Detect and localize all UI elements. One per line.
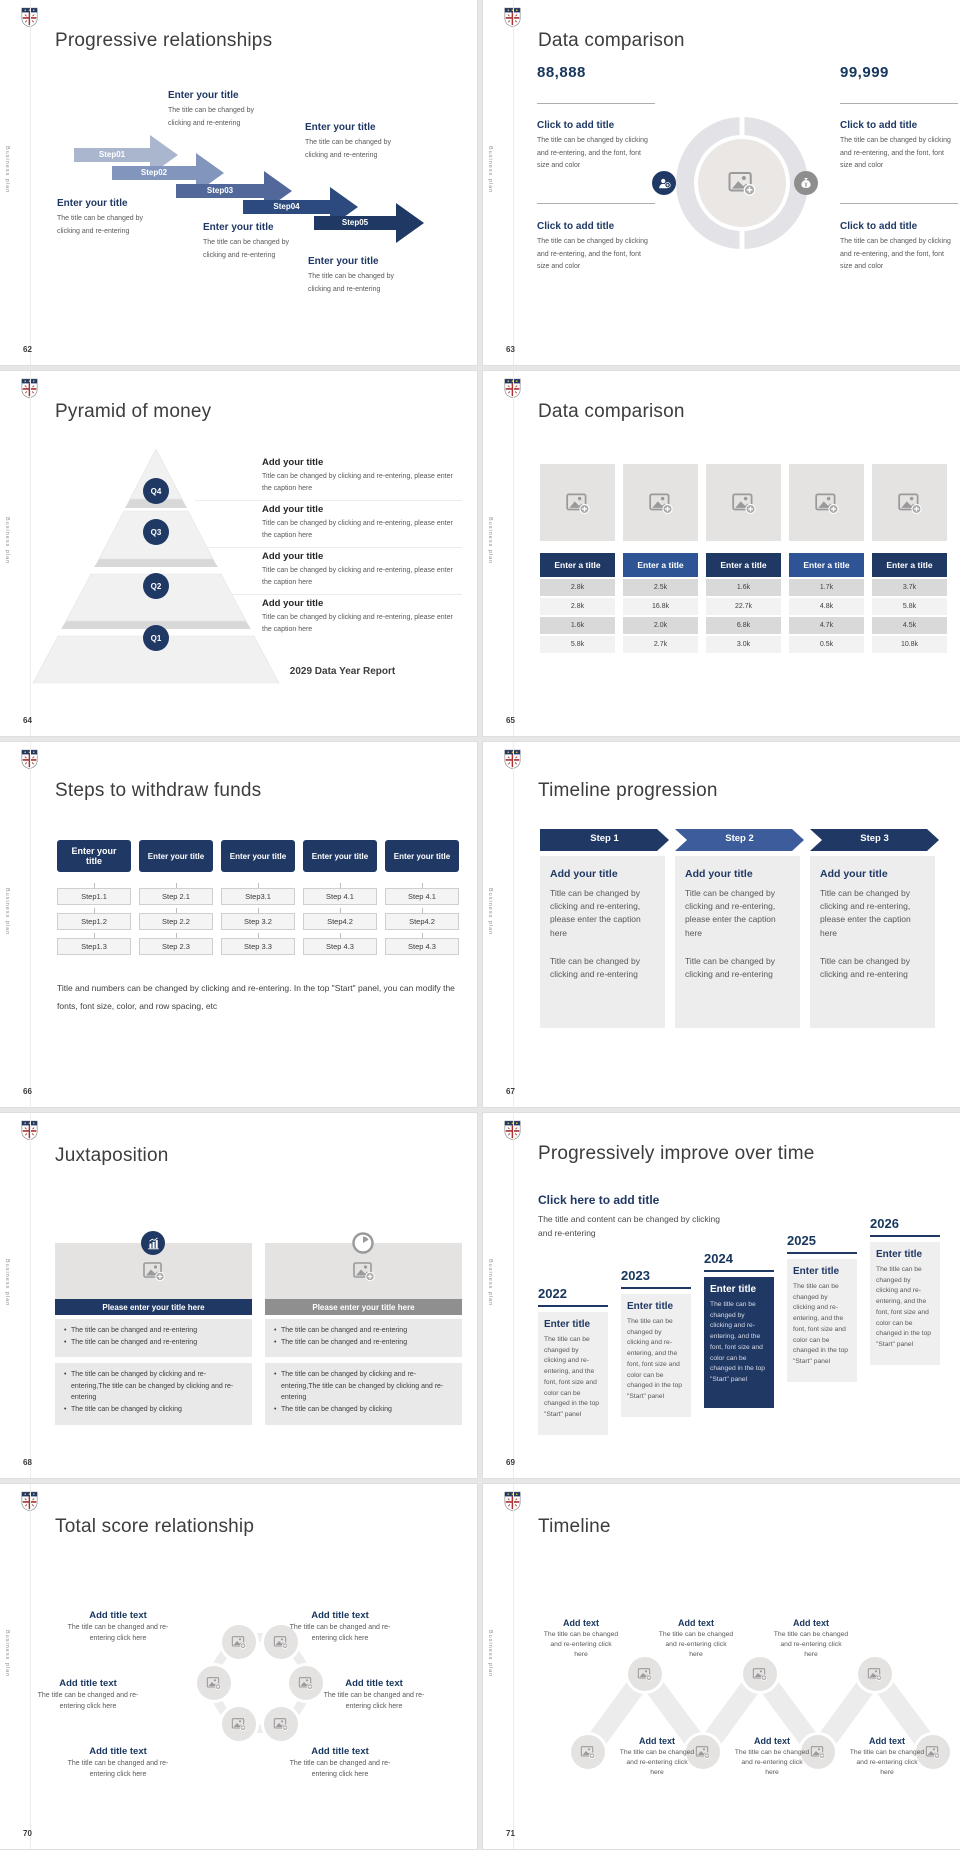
block-caption: The title can be changed and re-entering click here [849,1749,925,1777]
section-title: Click to add title [840,120,918,131]
section-title: Click to add title [537,120,615,131]
card-body: The title can be changed by clicking and re-entering, and the font, font size and color can be changed in the top "Start" panel [627,1318,683,1401]
block-caption: Title can be changed by clicking and re-entering, please enter the caption here [262,473,453,492]
section-body: The title can be changed by clicking and re-entering, and the font, font size and color [537,238,648,271]
slide-title: Pyramid of money [55,401,212,422]
image-placeholder-circle [219,1704,259,1744]
step-label: Step05 [341,218,369,227]
card-title: Enter title [793,1266,840,1277]
text-section [840,221,952,274]
card-body: The title can be changed by clicking and re-entering, and the font, font size and color can be changed in the top "Start" panel [793,1283,849,1366]
divider [537,203,655,204]
step-label: Step04 [273,202,300,211]
bullet-item: • The title can be changed by clicking [273,1404,454,1416]
pyramid-level-badge: Q1 [143,625,169,651]
bar-chart-icon [141,1231,165,1255]
block-title: Add your title [262,598,324,609]
table-cell: 2.7k [623,636,698,653]
section-body: The title can be changed by clicking and re-entering, and the font, font size and color [537,137,648,170]
text-block [305,122,409,163]
note-paragraph: Title and numbers can be changed by clicking and re-entering. In the top "Start" panel, you can modify the fonts, font size, color, and row spacing, etc [57,983,455,1011]
text-block [262,551,460,588]
panel-body: Title can be changed by clicking and re-entering [685,955,775,979]
block-title: Add your title [262,504,324,515]
block-title: Add title text [59,1678,117,1689]
process-arrows-graphic [0,0,477,365]
panel-title: Add your title [820,868,888,880]
block-title: Add text [869,1736,905,1746]
table-cell: 1.7k [789,579,864,596]
sidebar-divider [30,742,31,1107]
step-panel [540,856,665,1028]
text-section [840,120,952,173]
text-block [734,1736,810,1779]
text-block [308,256,412,297]
text-block [849,1736,925,1779]
panel-title: Add your title [685,868,753,880]
slide-number: 71 [506,1829,515,1838]
slide-title: Total score relationship [55,1516,255,1537]
sidebar-vertical-text: Business plan [487,1630,493,1678]
panel-body: Title can be changed by clicking and re-entering, please enter the caption here [550,888,641,938]
sidebar-vertical-text: Business plan [4,146,10,194]
table-cell: 1.6k [706,579,781,596]
step-panel [810,856,935,1028]
column-header: Enter your title [221,840,295,872]
year-label: 2025 [787,1233,816,1248]
slide-67-thumbnail[interactable] [483,742,960,1107]
block-title: Add text [563,1618,599,1628]
slide-number: 67 [506,1087,515,1096]
table-cell: 2.5k [623,579,698,596]
step-box: Step1.3 [57,938,131,955]
step-box: Step4.2 [385,913,459,930]
bullet-item: • The title can be changed by clicking [63,1404,244,1416]
step-box: Step 4.3 [303,938,377,955]
sidebar-vertical-text: Business plan [4,1259,10,1307]
table-cell: 4.8k [789,598,864,615]
table-cell: 4.7k [789,617,864,634]
table-cell: 0.5k [789,636,864,653]
section-title: Click to add title [537,221,615,232]
column-header: Enter your title [57,840,131,872]
sidebar-divider [513,1113,514,1478]
stat-value-left: 88,888 [537,64,586,81]
block-caption: The title can be changed and re-entering click here [289,1624,391,1642]
block-caption: The title can be changed and re-entering click here [67,1624,169,1642]
table-header: Enter a title [789,553,864,577]
year-card [621,1294,691,1417]
panel-body: Title can be changed by clicking and re-entering, please enter the caption here [820,888,911,938]
block-title: Add your title [262,457,324,468]
block-caption: Title can be changed by clicking and re-entering, please enter the caption here [262,520,453,539]
image-placeholder-circle [261,1704,301,1744]
block-caption: The title can be changed by clicking and re-entering [168,107,255,127]
year-label: 2022 [538,1286,567,1301]
divider [537,103,655,104]
slide-70-thumbnail[interactable] [0,1484,477,1849]
panel-body: Title can be changed by clicking and re-entering, please enter the caption here [685,888,776,938]
panel-body: Title can be changed by clicking and re-entering [550,955,640,979]
text-block [284,1746,396,1781]
donut-image-graphic [676,117,808,249]
block-caption: The title can be changed and re-entering click here [289,1760,391,1778]
section-heading: Click here to add title [538,1193,660,1207]
step-box: Step 4.3 [385,938,459,955]
step-panel [675,856,800,1028]
block-caption: The title can be changed and re-entering click here [734,1749,810,1777]
year-label: 2023 [621,1268,650,1283]
block-caption: The title can be changed by clicking and re-entering [203,239,290,259]
slide-title: Steps to withdraw funds [55,780,262,801]
slide-number: 64 [23,716,32,725]
sidebar-divider [30,1484,31,1849]
block-caption: The title can be changed and re-entering click here [773,1631,849,1659]
section-body: The title can be changed by clicking and re-entering, and the font, font size and color [840,137,951,170]
block-caption: The title can be changed and re-entering click here [37,1692,139,1710]
bullet-item: • The title can be changed and re-entering [273,1325,454,1337]
pyramid-level-badge: Q4 [143,478,169,504]
step-box: Step 3.2 [221,913,295,930]
text-block [262,457,460,494]
block-title: Enter your title [168,90,239,101]
stat-value-right: 99,999 [840,64,889,81]
bullet-box [265,1319,462,1357]
step-box: Step4.2 [303,913,377,930]
step-banner-label: Step 1 [590,833,619,844]
block-caption: The title can be changed and re-entering click here [619,1749,695,1777]
bullet-box [55,1319,252,1357]
block-title: Add title text [311,1610,369,1621]
slide-63-thumbnail[interactable] [483,0,960,365]
sidebar-vertical-text: Business plan [487,1259,493,1307]
year-underline [621,1287,691,1289]
year-card [870,1242,940,1365]
text-block [658,1618,734,1661]
table-cell: 5.8k [872,598,947,615]
step-label: Step03 [206,186,234,195]
block-title: Enter your title [308,256,379,267]
text-block [57,198,161,239]
image-placeholder [872,464,947,541]
block-caption: The title can be changed by clicking and re-entering [57,215,144,235]
block-caption: Title can be changed by clicking and re-entering, please enter the caption here [262,614,453,633]
table-header: Enter a title [706,553,781,577]
bullet-item: • The title can be changed by clicking and re-entering,The title can be changed by clicking and re-entering [273,1369,454,1404]
image-placeholder [706,464,781,541]
table-cell: 1.6k [540,617,615,634]
slide-68-thumbnail[interactable] [0,1113,477,1478]
table-cell: 10.8k [872,636,947,653]
step-label: Step02 [140,168,168,177]
text-section [537,120,649,173]
money-bag-icon [794,171,818,195]
card-title: Enter title [876,1249,923,1260]
panel-banner: Please enter your title here [55,1299,252,1315]
table-cell: 16.8k [623,598,698,615]
column-header: Enter your title [303,840,377,872]
slide-number: 69 [506,1458,515,1467]
year-underline [870,1235,940,1237]
block-title: Enter your title [305,122,376,133]
section-body: The title can be changed by clicking and re-entering, and the font, font size and color [840,238,951,271]
bullet-item: • The title can be changed by clicking and re-entering,The title can be changed by clicking and re-entering [63,1369,244,1404]
year-label: 2024 [704,1251,733,1266]
slide-number: 65 [506,716,515,725]
text-block [318,1678,430,1713]
section-title: Click to add title [840,221,918,232]
text-block [262,504,460,541]
block-caption: The title can be changed and re-entering click here [543,1631,619,1659]
table-header: Enter a title [540,553,615,577]
year-label: 2026 [870,1216,899,1231]
sidebar-vertical-text: Business plan [4,888,10,936]
clock-icon [351,1231,375,1255]
panel-body: Title can be changed by clicking and re-entering [820,955,910,979]
image-placeholder [789,464,864,541]
table-header: Enter a title [872,553,947,577]
card-body: The title can be changed by clicking and re-entering, and the font, font size and color can be changed in the top "Start" panel [544,1336,600,1419]
block-caption: The title can be changed by clicking and re-entering [308,273,395,293]
table-cell: 2.8k [540,579,615,596]
slide-title: Data comparison [538,30,685,51]
slide-62-thumbnail[interactable] [0,0,477,365]
block-title: Add title text [311,1746,369,1757]
panel-title: Add your title [550,868,618,880]
sidebar-vertical-text: Business plan [487,146,493,194]
table-cell: 6.8k [706,617,781,634]
block-title: Add title text [89,1610,147,1621]
table-cell: 3.7k [872,579,947,596]
year-underline [787,1252,857,1254]
bullet-box [55,1363,252,1425]
slide-69-thumbnail[interactable] [483,1113,960,1478]
bullet-item: • The title can be changed and re-entering [63,1325,244,1337]
step-box: Step1.2 [57,913,131,930]
bullet-box [265,1363,462,1425]
step-label: Step01 [98,150,126,159]
step-box: Step 2.1 [139,888,213,905]
card-body: The title can be changed by clicking and re-entering, and the font, font size and color can be changed in the top "Start" panel [710,1301,766,1384]
slide-66-thumbnail[interactable] [0,742,477,1107]
text-block [262,598,460,635]
card-title: Enter title [544,1319,591,1330]
step-box: Step 2.3 [139,938,213,955]
slide-title: Juxtaposition [55,1145,169,1166]
slide-title: Timeline [538,1516,611,1537]
table-header: Enter a title [623,553,698,577]
table-cell: 2.0k [623,617,698,634]
table-cell: 5.8k [540,636,615,653]
step-box: Step 2.2 [139,913,213,930]
panel-banner: Please enter your title here [265,1299,462,1315]
block-title: Add title text [89,1746,147,1757]
pyramid-level-badge: Q3 [143,519,169,545]
bullet-item: • The title can be changed and re-entering [63,1337,244,1349]
text-block [62,1746,174,1781]
step-box: Step 4.1 [385,888,459,905]
block-title: Enter your title [203,222,274,233]
sidebar-divider [513,0,514,365]
block-title: Enter your title [57,198,128,209]
slide-number: 63 [506,345,515,354]
year-card [538,1312,608,1435]
text-block [203,222,307,263]
year-card [787,1259,857,1382]
sidebar-vertical-text: Business plan [4,517,10,565]
text-block [284,1610,396,1645]
table-cell: 4.5k [872,617,947,634]
year-underline [538,1305,608,1307]
table-cell: 22.7k [706,598,781,615]
bullet-item: • The title can be changed and re-entering [273,1337,454,1349]
slide-65-thumbnail[interactable] [483,371,960,736]
block-title: Add title text [345,1678,403,1689]
year-card [704,1277,774,1408]
divider [840,203,958,204]
step-box: Step1.1 [57,888,131,905]
image-placeholder [540,464,615,541]
slide-number: 70 [23,1829,32,1838]
column-header: Enter your title [385,840,459,872]
text-block [62,1610,174,1645]
text-block [619,1736,695,1779]
block-title: Add text [678,1618,714,1628]
sidebar-divider [513,371,514,736]
image-placeholder-circle [855,1654,895,1694]
slide-64-thumbnail[interactable] [0,371,477,736]
sidebar-vertical-text: Business plan [4,1630,10,1678]
card-title: Enter title [627,1301,674,1312]
report-caption: 2029 Data Year Report [289,666,396,677]
person-money-icon [652,171,676,195]
block-title: Add text [793,1618,829,1628]
image-placeholder [623,464,698,541]
text-block [168,90,272,131]
block-title: Add your title [262,551,324,562]
block-caption: The title can be changed and re-entering click here [67,1760,169,1778]
table-cell: 2.8k [540,598,615,615]
divider [840,103,958,104]
card-body: The title can be changed by clicking and re-entering, and the font, font size and color can be changed in the top "Start" panel [876,1266,932,1349]
slide-number: 68 [23,1458,32,1467]
step-banner-label: Step 2 [725,833,754,844]
slide-number: 66 [23,1087,32,1096]
text-block [543,1618,619,1661]
image-placeholder-circle [568,1732,608,1772]
image-placeholder-circle [194,1663,234,1703]
step-banner-label: Step 3 [860,833,889,844]
slide-71-thumbnail[interactable] [483,1484,960,1849]
slide-title: Progressively improve over time [538,1143,815,1164]
block-caption: Title can be changed by clicking and re-entering, please enter the caption here [262,567,453,586]
step-box: Step3.1 [221,888,295,905]
step-box: Step 4.1 [303,888,377,905]
slide-number: 62 [23,345,32,354]
slide-title: Data comparison [538,401,685,422]
block-title: Add text [639,1736,675,1746]
card-title: Enter title [710,1284,757,1295]
table-cell: 3.0k [706,636,781,653]
year-underline [704,1270,774,1272]
sidebar-divider [30,1113,31,1478]
block-caption: The title can be changed by clicking and re-entering [305,139,392,159]
block-caption: The title can be changed and re-entering click here [658,1631,734,1659]
pyramid-level-badge: Q2 [143,573,169,599]
sidebar-vertical-text: Business plan [487,888,493,936]
sidebar-vertical-text: Business plan [487,517,493,565]
section-subtext: The title and content can be changed by clicking and re-entering [538,1214,720,1239]
column-header: Enter your title [139,840,213,872]
text-block [773,1618,849,1661]
step-box: Step 3.3 [221,938,295,955]
slide-title: Timeline progression [538,780,718,801]
block-title: Add text [754,1736,790,1746]
text-section [537,221,649,274]
slide-title: Progressive relationships [55,30,273,51]
text-block [32,1678,144,1713]
block-caption: The title can be changed and re-entering click here [323,1692,425,1710]
image-placeholder-circle [219,1622,259,1662]
